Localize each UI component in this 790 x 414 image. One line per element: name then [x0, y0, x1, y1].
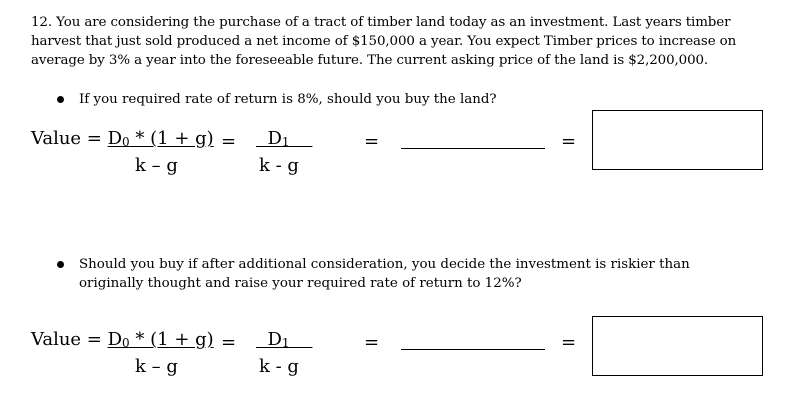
d1-expression [256, 128, 312, 153]
blank-line-2[interactable] [401, 349, 545, 350]
equals-sign: = [364, 131, 380, 152]
d1-underlined [256, 128, 312, 149]
d1-denominator: k - g [259, 356, 299, 377]
answer-box-2[interactable] [592, 316, 763, 376]
question-2 [79, 255, 690, 293]
problem-line-2: harvest that just sold produced a net income of $150,000 a year. You expect Timber prices to increase on [31, 34, 737, 49]
formula-1-numerator [31, 128, 214, 153]
numerator-expression [108, 128, 214, 149]
question-2-line-1: Should you buy if after additional consideration, you decide the investment is riskier than [79, 257, 690, 272]
formula-1-denominator: k – g [135, 155, 178, 176]
problem-line-1: 12. You are considering the purchase of a tract of timber land today as an investment. Last years timber [31, 15, 731, 30]
equals-sign: = [364, 332, 380, 353]
question-2-line-2: originally thought and raise your required rate of return to 12%? [79, 276, 522, 291]
answer-box-1[interactable] [592, 110, 763, 170]
equals-sign: = [561, 332, 577, 353]
question-1: If you required rate of return is 8%, should you buy the land? [79, 92, 497, 107]
bullet-icon [57, 96, 64, 103]
blank-line-1[interactable] [401, 148, 545, 149]
equals-sign: = [221, 332, 237, 353]
value-label: Value = [31, 329, 108, 350]
numerator-tail: * (1 + g) [129, 329, 214, 350]
subscript-1: 1 [281, 336, 290, 350]
d-letter: D [267, 329, 282, 350]
numerator-tail: * (1 + g) [129, 128, 214, 149]
formula-2-numerator [31, 329, 214, 354]
problem-line-3: average by 3% a year into the foreseeable future. The current asking price of the land is $2,200,000. [31, 53, 709, 68]
d1-denominator: k - g [259, 155, 299, 176]
equals-sign: = [221, 131, 237, 152]
formula-2-denominator: k – g [135, 356, 178, 377]
subscript-0: 0 [122, 135, 130, 149]
subscript-0: 0 [122, 336, 130, 350]
d1-underlined [256, 329, 312, 350]
problem-statement [31, 13, 761, 70]
value-label: Value = [31, 128, 108, 149]
equals-sign: = [561, 131, 577, 152]
d1-expression [256, 329, 312, 354]
bullet-icon [57, 261, 64, 268]
d-letter: D [107, 128, 123, 149]
subscript-1: 1 [281, 135, 290, 149]
d-letter: D [267, 128, 282, 149]
numerator-expression [108, 329, 214, 350]
d-letter: D [107, 329, 123, 350]
